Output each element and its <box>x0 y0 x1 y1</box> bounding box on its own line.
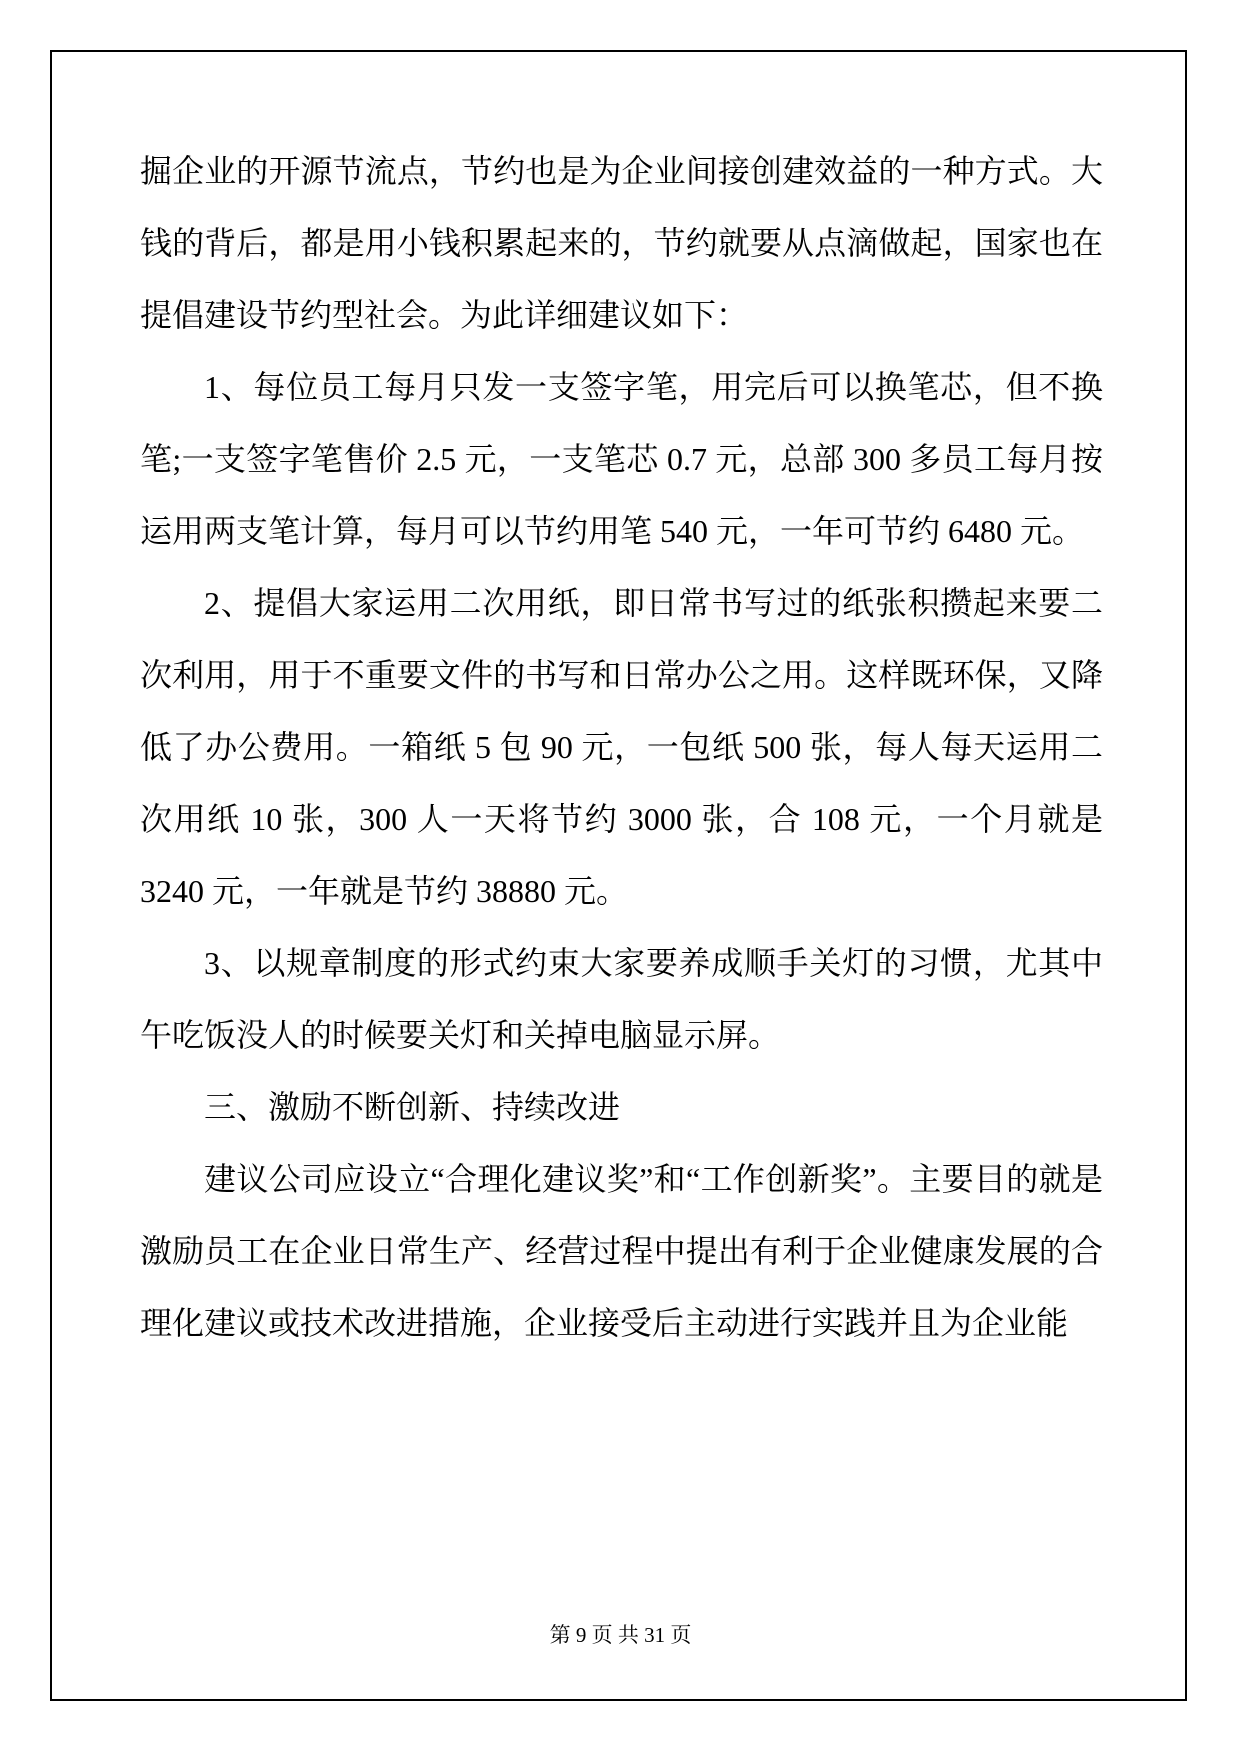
paragraph: 1、每位员工每月只发一支签字笔，用完后可以换笔芯，但不换笔;一支签字笔售价 2.5 元，一支笔芯 0.7 元，总部 300 多员工每月按运用两支笔计算，每月可以节约用笔 540 元，一年可节约 6480 元。 <box>140 369 1103 549</box>
page-number-text: 第 9 页 共 31 页 <box>549 1623 692 1647</box>
paragraph: 掘企业的开源节流点，节约也是为企业间接创建效益的一种方式。大钱的背后，都是用小钱积累起来的，节约就要从点滴做起，国家也在提倡建设节约型社会。为此详细建议如下： <box>140 153 1103 333</box>
paragraph: 三、激励不断创新、持续改进 <box>204 1089 621 1125</box>
paragraph: 建议公司应设立“合理化建议奖”和“工作创新奖”。主要目的就是激励员工在企业日常生产、经营过程中提出有利于企业健康发展的合理化建议或技术改进措施，企业接受后主动进行实践并且为企业能 <box>140 1161 1103 1341</box>
page-footer <box>0 1620 1241 1650</box>
paragraph: 2、提倡大家运用二次用纸，即日常书写过的纸张积攒起来要二次利用，用于不重要文件的书写和日常办公之用。这样既环保，又降低了办公费用。一箱纸 5 包 90 元，一包纸 500 张，每人每天运用二次用纸 10 张，300 人一天将节约 3000 张，合 108 元，一个月就是 3240 元，一年就是节约 38880 元。 <box>140 585 1103 909</box>
document-body <box>140 135 1103 1359</box>
paragraph: 3、以规章制度的形式约束大家要养成顺手关灯的习惯，尤其中午吃饭没人的时候要关灯和关掉电脑显示屏。 <box>140 945 1103 1053</box>
